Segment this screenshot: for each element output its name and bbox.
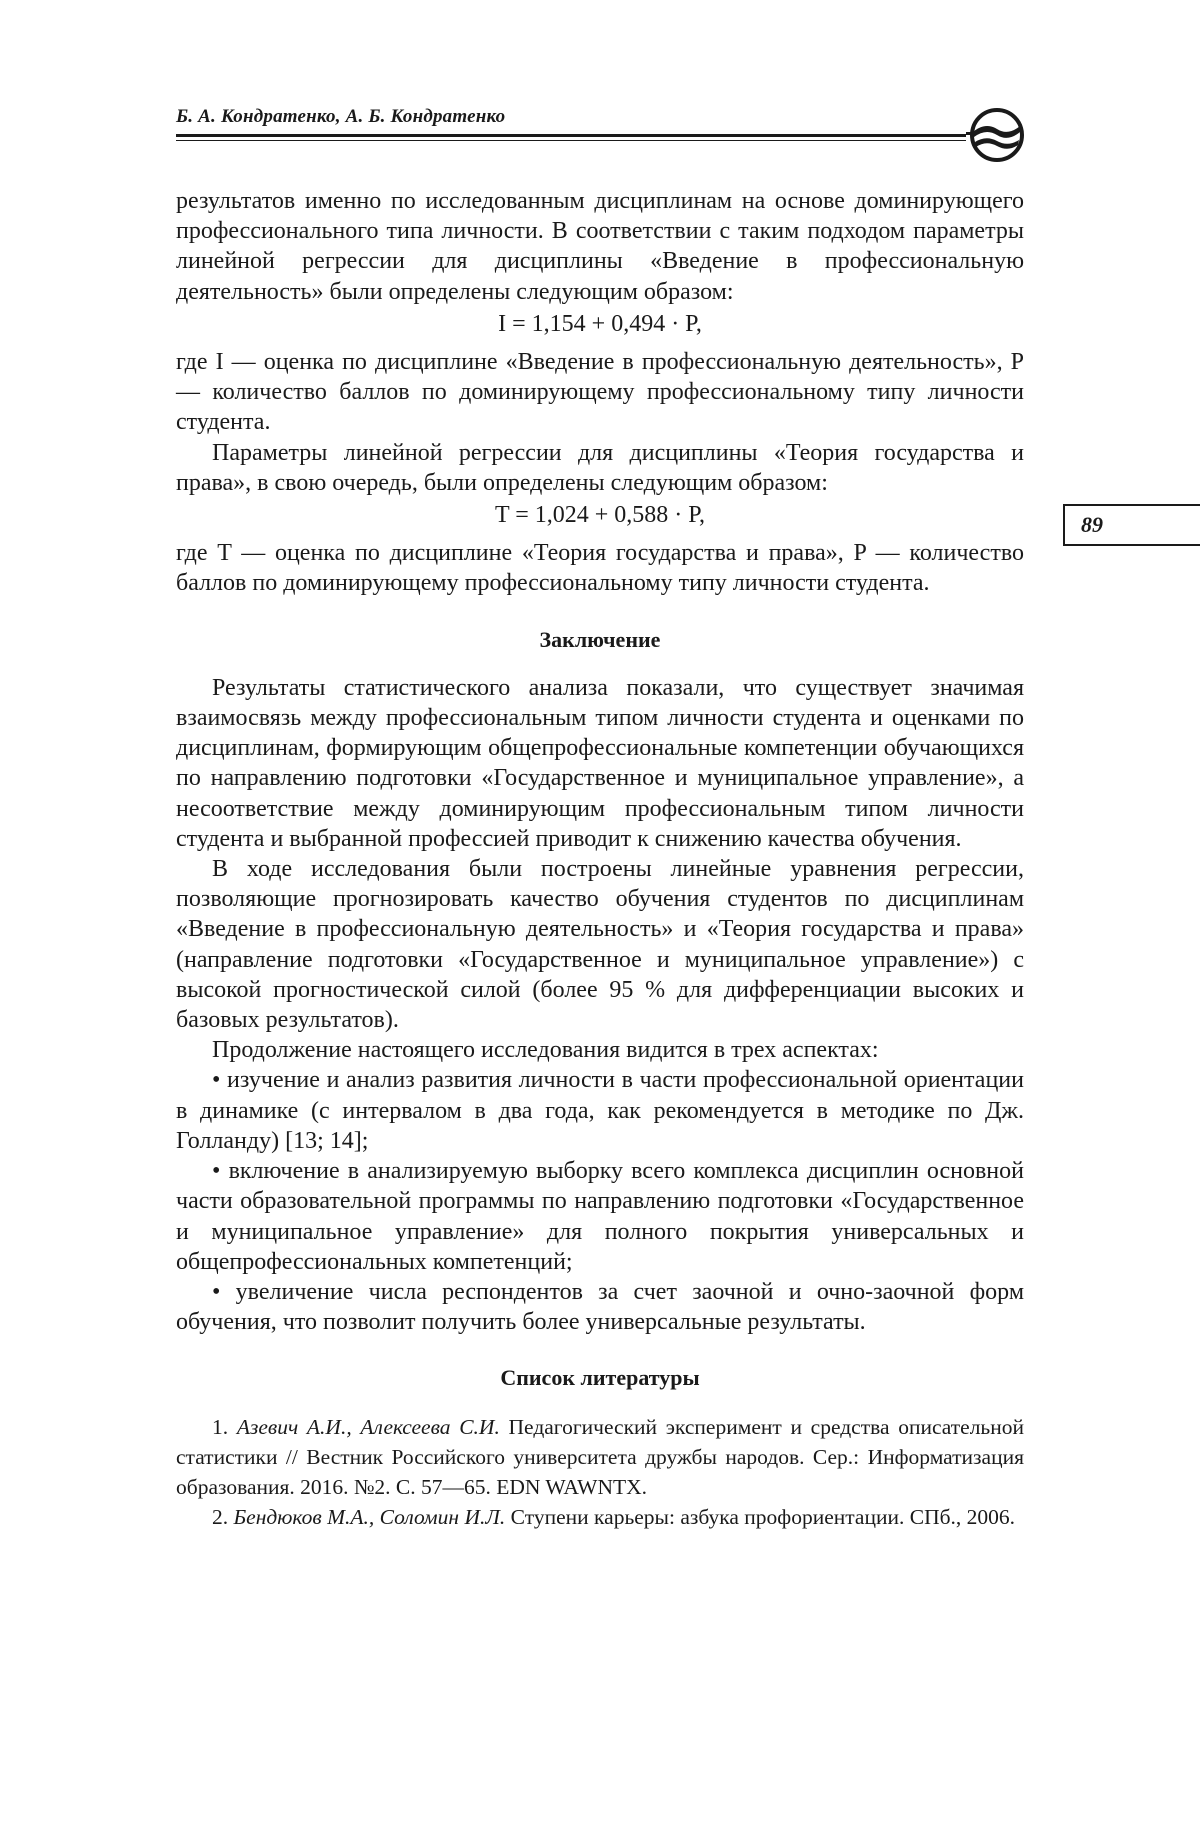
paragraph: Результаты статистического анализа показали, что существует значимая взаимосвязь между профессиональным типом личности студента и оценками по дисциплинам, формирующим общепрофессиональные компетенции обучающихся по направлению подготовки «Государственное и муниципальное управление», а несоответствие между доминирующим профессиональным типом личности студента и выбранной профессией приводит к снижению качества обучения. <box>176 674 1024 852</box>
article-body <box>176 186 1024 1532</box>
paragraph: где I — оценка по дисциплине «Введение в профессиональную деятельность», P — количество баллов по доминирующему профессиональному типу личности студента. <box>176 349 1024 436</box>
header-rule-thin <box>176 140 966 141</box>
bullet-item: • изучение и анализ развития личности в части профессиональной ориентации в динамике (с интервалом в два года, как рекомендуется в методике по Дж. Голланду) [13; 14]; <box>176 1065 1024 1156</box>
paragraph: В ходе исследования были построены линейные уравнения регрессии, позволяющие прогнозировать качество обучения студентов по дисциплинам «Введение в профессиональную деятельность» и «Теория государства и права» (направление подготовки «Государственное и муниципальное управление») с высокой прогностической силой (более 95 % для дифференциации высоких и базовых результатов). <box>176 856 1024 1034</box>
reference-text: Педагогический эксперимент и средства описательной статистики // Вестник Российского университета дружбы народов. Сер.: Информатизация образования. 2016. №2. С. 57—65. EDN WAWNTX. <box>176 1414 1025 1499</box>
page-number-tab <box>1063 504 1200 546</box>
page-number: 89 <box>1081 512 1103 537</box>
references-list <box>176 1412 1024 1532</box>
reference-item <box>176 1412 1024 1502</box>
formula: T = 1,024 + 0,588 · P, <box>495 502 705 529</box>
formula: I = 1,154 + 0,494 · P, <box>498 310 702 337</box>
references-heading: Список литературы <box>500 1365 700 1391</box>
reference-authors: Бендюков М.А., Соломин И.Л. <box>233 1504 506 1529</box>
reference-text: Ступени карьеры: азбука профориентации. СПб., 2006. <box>510 1504 1016 1529</box>
running-header <box>176 104 1024 130</box>
bullet-item: • увеличение числа респондентов за счет заочной и очно-заочной форм обучения, что позволит получить более универсальные результаты. <box>176 1277 1024 1337</box>
reference-item <box>176 1502 1024 1532</box>
header-rule-thick <box>176 134 966 137</box>
reference-authors: Азевич А.И., Алексеева С.И. <box>236 1414 500 1439</box>
header-authors: Б. А. Кондратенко, А. Б. Кондратенко <box>176 106 506 127</box>
reference-number: 1. <box>212 1414 229 1439</box>
paragraph: Параметры линейной регрессии для дисциплины «Теория государства и права», в свою очередь, были определены следующим образом: <box>176 439 1024 496</box>
paragraph: Продолжение настоящего исследования видится в трех аспектах: <box>212 1037 879 1064</box>
paragraph: где T — оценка по дисциплине «Теория государства и права», P — количество баллов по доминирующему профессиональному типу личности студента. <box>176 540 1024 597</box>
journal-waves-icon <box>966 104 1028 166</box>
paragraph: результатов именно по исследованным дисциплинам на основе доминирующего профессионального типа личности. В соответствии с таким подходом параметры линейной регрессии для дисциплины «Введение в профессиональную деятельность» были определены следующим образом: <box>176 188 1024 305</box>
reference-number: 2. <box>212 1504 229 1529</box>
section-heading: Заключение <box>539 626 661 652</box>
bullet-item: • включение в анализируемую выборку всего комплекса дисциплин основной части образовательной программы по направлению подготовки «Государственное и муниципальное управление» для полного покрытия универсальных и общепрофессиональных компетенций; <box>176 1156 1024 1277</box>
